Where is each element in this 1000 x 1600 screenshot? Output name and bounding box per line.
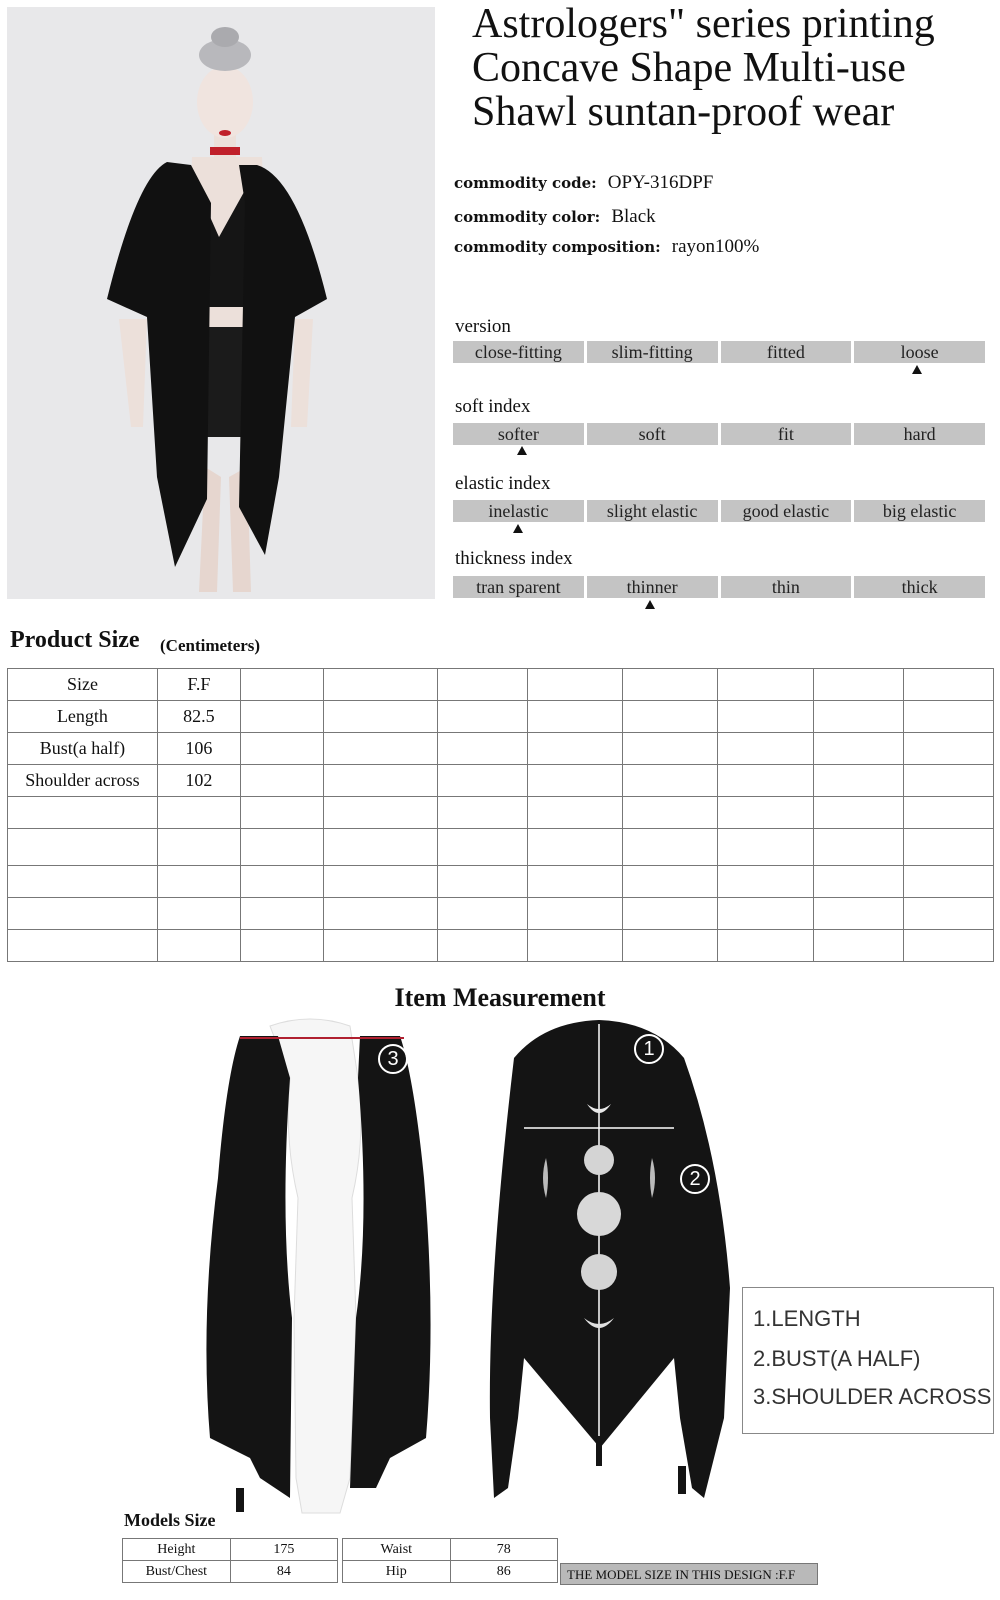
legend-bust: 2.BUST(A HALF) (753, 1346, 921, 1371)
soft-index-option: soft (587, 423, 718, 445)
table-row (8, 797, 994, 829)
table-cell: 86 (450, 1561, 557, 1583)
table-cell: 84 (230, 1561, 337, 1583)
table-cell: Waist (343, 1539, 451, 1561)
product-size-title: Product Size (10, 627, 140, 653)
models-size-title: Models Size (124, 1510, 216, 1530)
version-scale (453, 341, 985, 363)
commodity-code-value: OPY-316DPF (607, 172, 714, 193)
thickness-index-option: thinner (587, 576, 718, 598)
measurement-legend (742, 1287, 994, 1434)
table-cell: 106 (157, 733, 240, 765)
commodity-code-label: commodity code: (454, 174, 597, 192)
model-photo (7, 7, 435, 599)
soft-index-title: soft index (455, 396, 531, 417)
version-option: loose (854, 341, 985, 363)
product-title: Astrologers" series printing Concave Shape Multi-use Shawl suntan-proof wear (472, 1, 935, 135)
measure-marker-1: 1 (634, 1034, 664, 1064)
commodity-color-value: Black (611, 206, 656, 227)
commodity-composition-label: commodity composition: (454, 238, 661, 256)
thickness-index-option: tran sparent (453, 576, 584, 598)
table-row (343, 1561, 558, 1583)
product-size-unit: (Centimeters) (160, 636, 261, 655)
table-row (8, 866, 994, 898)
soft-index-option: hard (854, 423, 985, 445)
measure-marker-3: 3 (378, 1044, 408, 1074)
item-measurement-title: Item Measurement (394, 983, 606, 1012)
table-row (343, 1539, 558, 1561)
commodity-composition-value: rayon100% (671, 236, 760, 257)
version-option: slim-fitting (587, 341, 718, 363)
commodity-color (454, 206, 656, 228)
thickness-index-option: thin (721, 576, 852, 598)
table-cell: 102 (157, 765, 240, 797)
soft-index-scale (453, 423, 985, 445)
table-row (8, 701, 994, 733)
model-size-note: THE MODEL SIZE IN THIS DESIGN :F.F (560, 1563, 818, 1585)
table-cell: Hip (343, 1561, 451, 1583)
table-row (8, 669, 994, 701)
legend-length: 1.LENGTH (753, 1306, 861, 1331)
table-cell: F.F (157, 669, 240, 701)
thickness-index-scale (453, 576, 985, 598)
table-cell: Size (8, 669, 158, 701)
table-row (123, 1539, 338, 1561)
legend-shoulder: 3.SHOULDER ACROSS (753, 1384, 992, 1409)
table-cell: 78 (450, 1539, 557, 1561)
elastic-index-selected-marker-icon (513, 524, 523, 533)
version-selected-marker-icon (912, 365, 922, 374)
table-row (8, 930, 994, 962)
commodity-color-label: commodity color: (454, 208, 601, 226)
table-row (123, 1561, 338, 1583)
table-cell: Height (123, 1539, 231, 1561)
thickness-index-selected-marker-icon (645, 600, 655, 609)
thickness-index-option: thick (854, 576, 985, 598)
measure-marker-2: 2 (680, 1164, 710, 1194)
models-size-table-left (122, 1538, 338, 1583)
garment-back-view (484, 1018, 734, 1518)
elastic-index-scale (453, 500, 985, 522)
elastic-index-option: inelastic (453, 500, 584, 522)
soft-index-selected-marker-icon (517, 446, 527, 455)
elastic-index-option: slight elastic (587, 500, 718, 522)
table-cell: Bust(a half) (8, 733, 158, 765)
version-title: version (455, 316, 511, 337)
table-row (8, 829, 994, 866)
garment-front-view (200, 1018, 450, 1518)
product-size-table (7, 668, 994, 962)
version-option: fitted (721, 341, 852, 363)
soft-index-option: softer (453, 423, 584, 445)
table-cell: 82.5 (157, 701, 240, 733)
table-row (8, 733, 994, 765)
elastic-index-option: good elastic (721, 500, 852, 522)
table-cell: Shoulder across (8, 765, 158, 797)
thickness-index-title: thickness index (455, 548, 573, 569)
table-cell: 175 (230, 1539, 337, 1561)
commodity-code (454, 172, 713, 194)
models-size-table-right (342, 1538, 558, 1583)
table-row (8, 765, 994, 797)
elastic-index-option: big elastic (854, 500, 985, 522)
table-row (8, 898, 994, 930)
commodity-composition (454, 236, 759, 258)
elastic-index-title: elastic index (455, 473, 551, 494)
soft-index-option: fit (721, 423, 852, 445)
version-option: close-fitting (453, 341, 584, 363)
table-cell: Bust/Chest (123, 1561, 231, 1583)
table-cell: Length (8, 701, 158, 733)
